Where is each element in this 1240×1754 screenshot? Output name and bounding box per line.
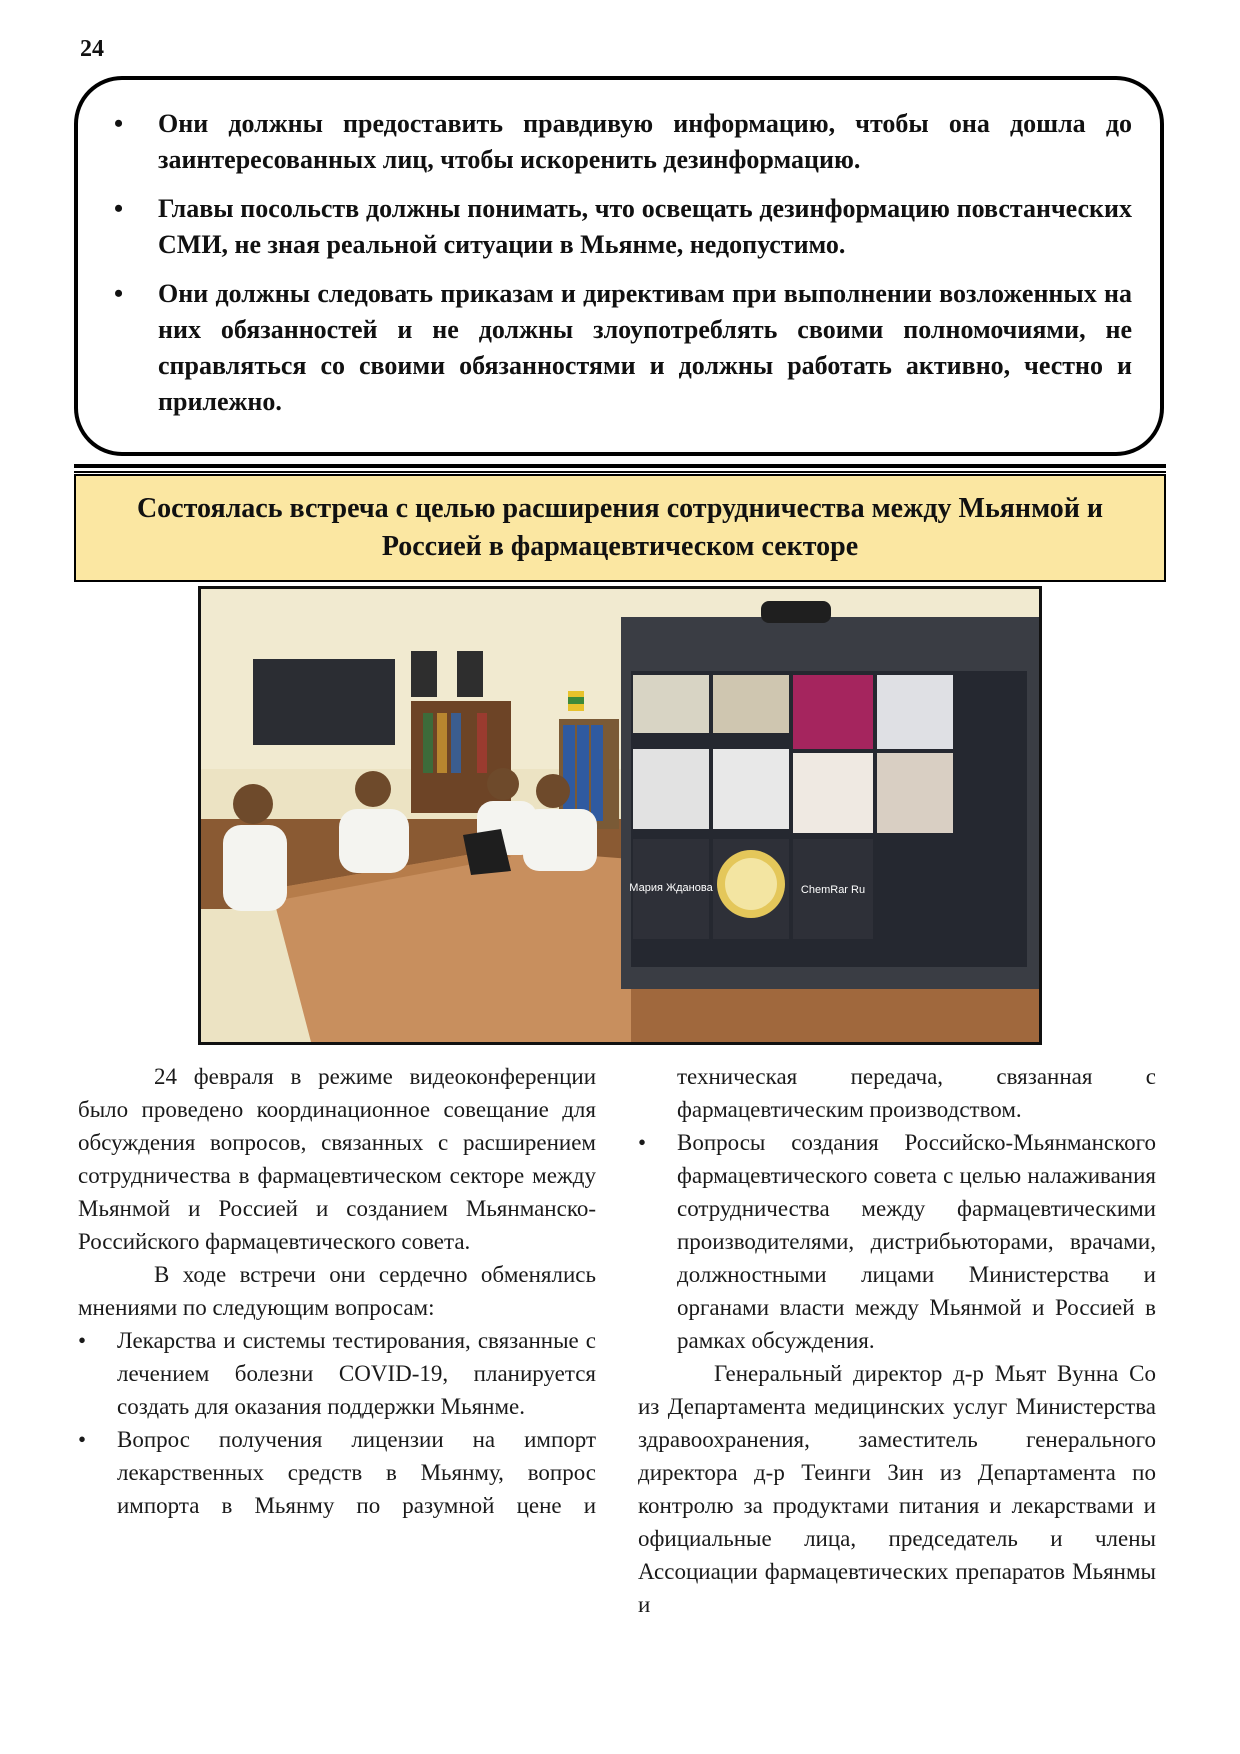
- callout-item: [106, 191, 1132, 263]
- article-headline: [74, 474, 1166, 582]
- article-paragraph: Генеральный директор д-р Мьят Вунна Со из Департамента медицинских услуг Министерства здравоохранения, заместитель генерального директора д-р Теинги Зин из Департамента по контролю за продуктами питания и лекарствами и официальные лица, председатель и члены Ассоциации фармацевтических препаратов Мьянмы и: [638, 1361, 1156, 1617]
- bullet-icon: •: [114, 109, 124, 138]
- list-item: [78, 1423, 596, 1522]
- meeting-photo-illustration: [201, 589, 1039, 1042]
- topics-list: [78, 1324, 596, 1522]
- topics-list-continued: [638, 1126, 1156, 1357]
- bullet-icon: •: [78, 1328, 87, 1353]
- callout-list: [106, 106, 1132, 420]
- screen-label-participant: Мария Жданова: [629, 882, 713, 894]
- bullet-icon: •: [78, 1427, 87, 1452]
- callout-item: [106, 106, 1132, 178]
- section-divider: [74, 464, 1166, 468]
- bullet-icon: •: [638, 1130, 647, 1155]
- article-column-right: [638, 1060, 1156, 1621]
- callout-box: [74, 76, 1164, 456]
- list-item-continuation: техническая передача, связанная с фармацевтическим производством.: [677, 1064, 1156, 1122]
- headline-text: Состоялась встреча с целью расширения сотрудничества между Мьянмой и Россией в фармацевтическом секторе: [136, 493, 1104, 562]
- section-divider-thin: [74, 471, 1166, 473]
- wall-tv: [253, 659, 395, 745]
- callout-item-text: Они должны предоставить правдивую информацию, чтобы она дошла до заинтересованных лиц, чтобы искоренить дезинформацию.: [158, 109, 1132, 174]
- callout-item-text: Главы посольств должны понимать, что освещать дезинформацию повстанческих СМИ, не зная реальной ситуации в Мьянме, недопустимо.: [158, 194, 1132, 259]
- article-paragraph: 24 февраля в режиме видеоконференции было проведено координационное совещание для обсуждения вопросов, связанных с расширением сотрудничества в фармацевтическом секторе между Мьянмой и Россией и созданием Мьянманско-Российского фармацевтического совета.: [78, 1064, 596, 1254]
- callout-item: [106, 276, 1132, 420]
- list-item-text: Вопрос получения лицензии на импорт лекарственных средств в Мьянму, вопрос импорта в Мьянму по разумной цене и: [117, 1427, 596, 1518]
- screen-label-company: ChemRar Ru: [800, 884, 866, 896]
- page-number: 24: [80, 36, 104, 62]
- article-paragraph: В ходе встречи они сердечно обменялись мнениями по следующим вопросам:: [78, 1262, 596, 1320]
- bullet-icon: •: [114, 279, 124, 308]
- meeting-photo: [198, 586, 1042, 1045]
- article-column-left: [78, 1060, 596, 1522]
- bullet-icon: •: [114, 194, 124, 223]
- list-item-text: Лекарства и системы тестирования, связанные с лечением болезни COVID-19, планируется создать для оказания поддержки Мьянме.: [117, 1328, 596, 1419]
- list-item-text: Вопросы создания Российско-Мьянманского фармацевтического совета с целью налаживания сотрудничества между фармацевтическими производителями, дистрибьюторами, врачами, должностными лицами Министерства и органами власти между Мьянмой и Россией в рамках обсуждения.: [677, 1130, 1156, 1353]
- list-item: [638, 1126, 1156, 1357]
- callout-item-text: Они должны следовать приказам и директивам при выполнении возложенных на них обязанностей и не должны злоупотреблять своими полномочиями, не справляться со своими обязанностями и должны работать активно, честно и прилежно.: [158, 279, 1132, 416]
- list-item: [78, 1324, 596, 1423]
